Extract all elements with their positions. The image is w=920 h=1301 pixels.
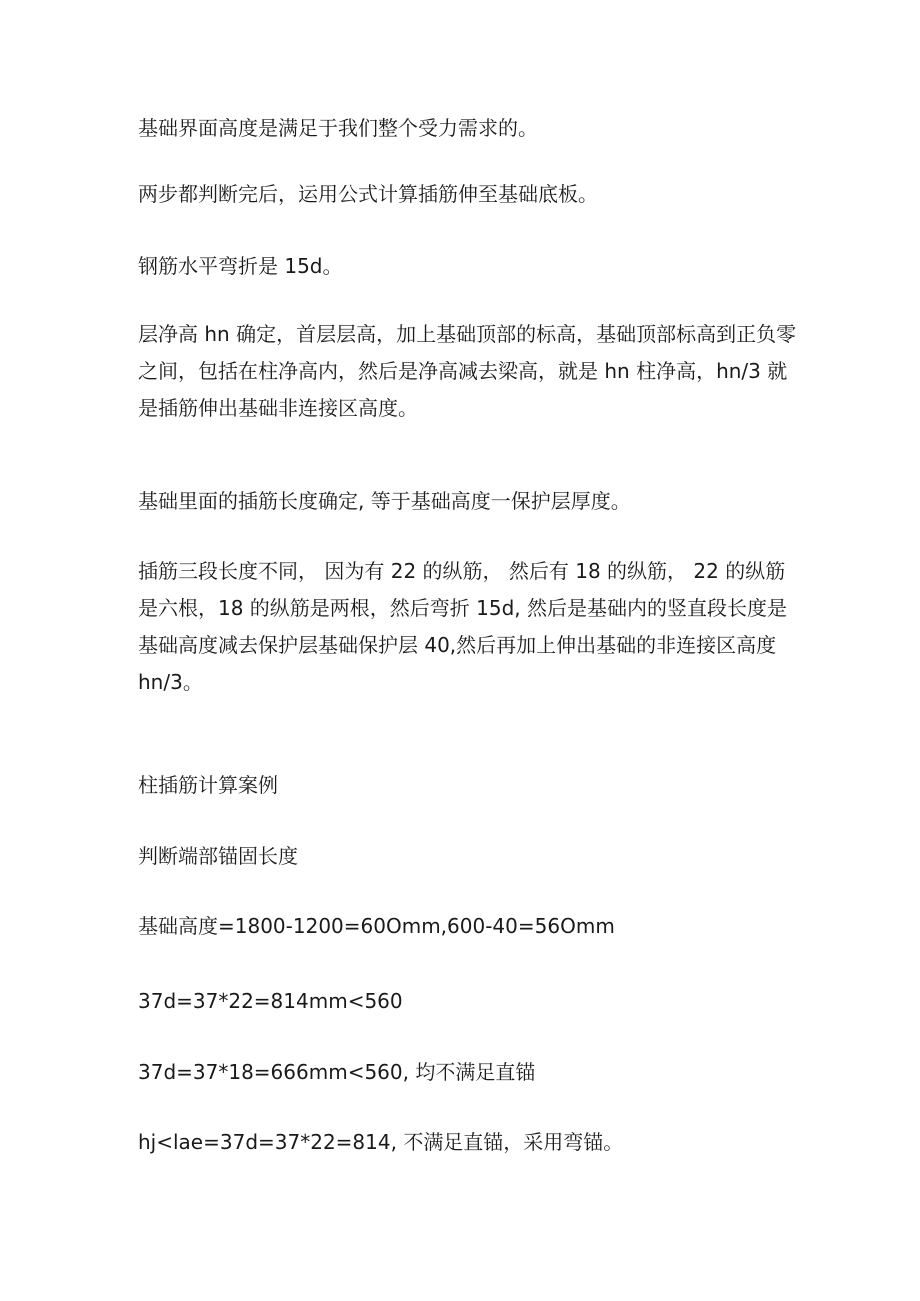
text-line: hn/3。 xyxy=(138,670,203,694)
text-line: 钢筋水平弯折是 15d。 xyxy=(138,254,343,278)
text-line: 37d=37*22=814mm<560 xyxy=(138,989,403,1013)
paragraph-11 xyxy=(138,1054,798,1091)
paragraph-12 xyxy=(138,1124,798,1161)
text-line: 是六根，18 的纵筋是两根，然后弯折 15d, 然后是基础内的竖直段长度是 xyxy=(138,596,788,620)
paragraph-5 xyxy=(138,483,798,520)
paragraph-1 xyxy=(138,110,798,147)
text-line: 两步都判断完后，运用公式计算插筋伸至基础底板。 xyxy=(138,182,598,206)
text-line: 判断端部锚固长度 xyxy=(138,844,298,868)
paragraph-2 xyxy=(138,176,798,213)
text-line: 插筋三段长度不同， 因为有 22 的纵筋， 然后有 18 的纵筋， 22 的纵筋 xyxy=(138,559,786,583)
text-line: 基础里面的插筋长度确定, 等于基础高度一保护层厚度。 xyxy=(138,489,631,513)
text-line: 是插筋伸出基础非连接区高度。 xyxy=(138,396,418,420)
text-line: 基础界面高度是满足于我们整个受力需求的。 xyxy=(138,116,538,140)
paragraph-4 xyxy=(138,316,798,427)
text-line: 基础高度减去保护层基础保护层 40,然后再加上伸出基础的非连接区高度 xyxy=(138,633,777,657)
paragraph-3 xyxy=(138,248,798,285)
paragraph-9 xyxy=(138,908,798,945)
paragraph-7 xyxy=(138,767,798,804)
paragraph-10 xyxy=(138,983,798,1020)
text-line: 层净高 hn 确定，首层层高，加上基础顶部的标高，基础顶部标高到正负零 xyxy=(138,322,797,346)
paragraph-6 xyxy=(138,553,798,701)
text-line: 之间，包括在柱净高内，然后是净高减去梁高，就是 hn 柱净高，hn/3 就 xyxy=(138,359,788,383)
text-line: 37d=37*18=666mm<560, 均不满足直锚 xyxy=(138,1060,536,1084)
text-line: 基础高度=1800-1200=60Omm,600-40=56Omm xyxy=(138,914,615,938)
paragraph-8 xyxy=(138,838,798,875)
text-line: hj<lae=37d=37*22=814, 不满足直锚，采用弯锚。 xyxy=(138,1130,624,1154)
text-line: 柱插筋计算案例 xyxy=(138,773,278,797)
